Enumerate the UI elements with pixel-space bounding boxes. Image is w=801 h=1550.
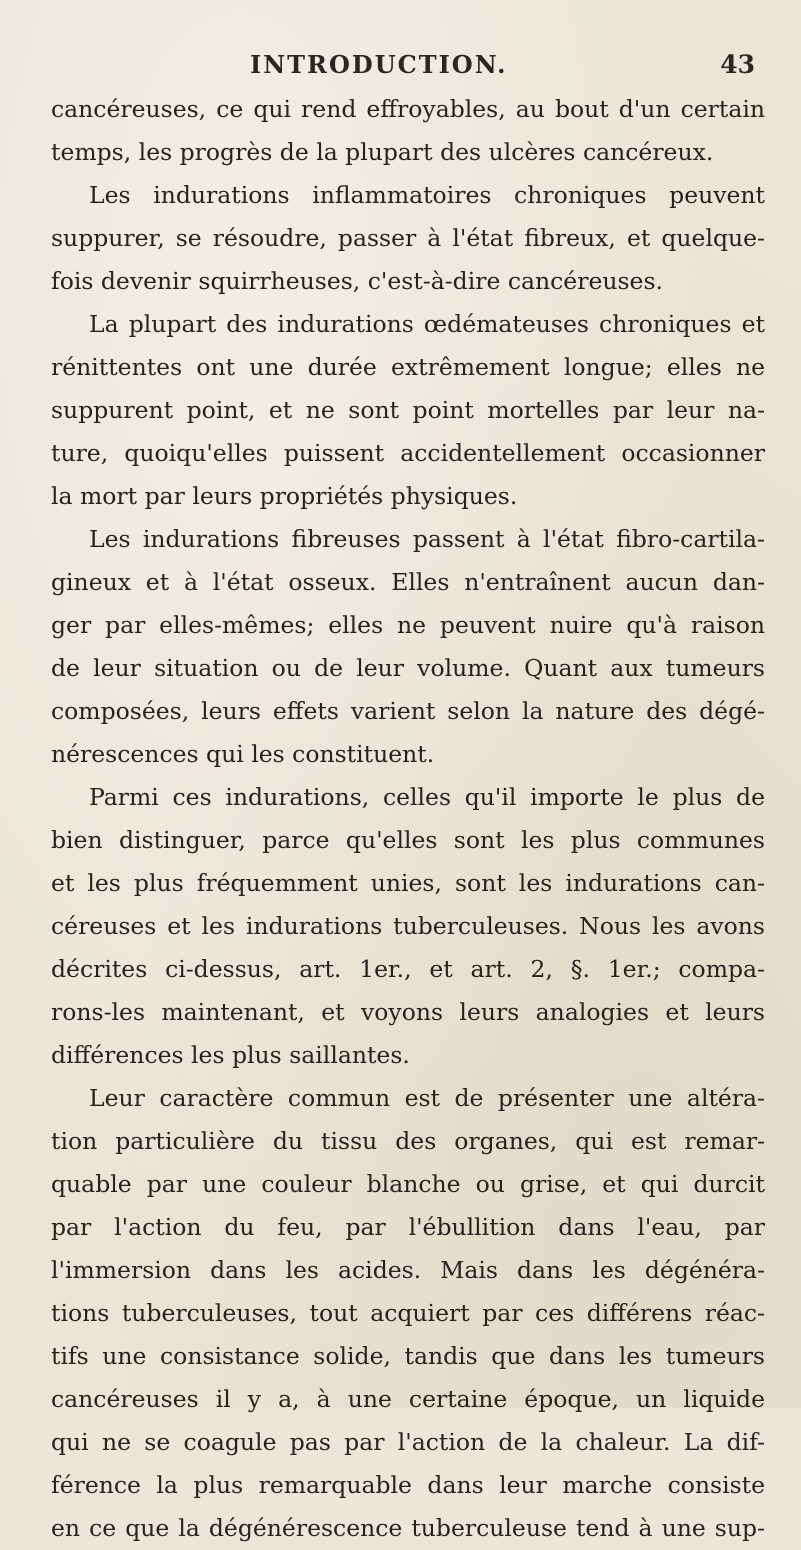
text-line: et les plus fréquemment unies, sont les indurations can- <box>51 869 765 897</box>
page-number: 43 <box>720 50 755 79</box>
text-line: l'immersion dans les acides. Mais dans les dégénéra- <box>51 1256 765 1284</box>
text-line: Parmi ces indurations, celles qu'il importe le plus de <box>89 783 765 811</box>
text-line: céreuses et les indurations tuberculeuses. Nous les avons <box>51 912 765 940</box>
text-line: suppurent point, et ne sont point mortelles par leur na- <box>51 396 765 424</box>
body-text <box>51 88 765 1550</box>
text-line: quable par une couleur blanche ou grise, et qui durcit <box>51 1170 765 1198</box>
text-line: qui ne se coagule pas par l'action de la chaleur. La dif- <box>51 1428 765 1456</box>
text-line: tion particulière du tissu des organes, qui est remar- <box>51 1127 765 1155</box>
text-line: la mort par leurs propriétés physiques. <box>51 482 518 510</box>
text-line: tions tuberculeuses, tout acquiert par ces différens réac- <box>51 1299 765 1327</box>
text-line: rons-les maintenant, et voyons leurs analogies et leurs <box>51 998 765 1026</box>
text-line: décrites ci-dessus, art. 1er., et art. 2, §. 1er.; compa- <box>51 955 765 983</box>
text-line: en ce que la dégénérescence tuberculeuse tend à une sup- <box>51 1514 765 1542</box>
text-line: ture, quoiqu'elles puissent accidentellement occasionner <box>51 439 765 467</box>
text-line: différences les plus saillantes. <box>51 1041 410 1069</box>
text-line: de leur situation ou de leur volume. Quant aux tumeurs <box>51 654 765 682</box>
text-line: ger par elles-mêmes; elles ne peuvent nuire qu'à raison <box>51 611 765 639</box>
text-line: nérescences qui les constituent. <box>51 740 435 768</box>
text-line: composées, leurs effets varient selon la nature des dégé- <box>51 697 765 725</box>
text-line: férence la plus remarquable dans leur marche consiste <box>51 1471 765 1499</box>
text-line: Les indurations inflammatoires chroniques peuvent <box>89 181 765 209</box>
text-line: temps, les progrès de la plupart des ulcères cancéreux. <box>51 138 714 166</box>
text-line: Les indurations fibreuses passent à l'état fibro-cartila- <box>89 525 765 553</box>
text-line: gineux et à l'état osseux. Elles n'entraînent aucun dan- <box>51 568 765 596</box>
running-title: INTRODUCTION. <box>250 50 508 79</box>
text-line: fois devenir squirrheuses, c'est-à-dire cancéreuses. <box>51 267 663 295</box>
running-head <box>60 50 755 80</box>
text-line: cancéreuses, ce qui rend effroyables, au bout d'un certain <box>51 95 765 123</box>
text-line: suppurer, se résoudre, passer à l'état fibreux, et quelque- <box>51 224 765 252</box>
text-line: Leur caractère commun est de présenter une altéra- <box>89 1084 765 1112</box>
text-line: par l'action du feu, par l'ébullition dans l'eau, par <box>51 1213 765 1241</box>
text-line: bien distinguer, parce qu'elles sont les plus communes <box>51 826 765 854</box>
text-line: tifs une consistance solide, tandis que dans les tumeurs <box>51 1342 765 1370</box>
text-line: La plupart des indurations œdémateuses chroniques et <box>89 310 765 338</box>
text-line: rénittentes ont une durée extrêmement longue; elles ne <box>51 353 765 381</box>
text-line: cancéreuses il y a, à une certaine époque, un liquide <box>51 1385 765 1413</box>
